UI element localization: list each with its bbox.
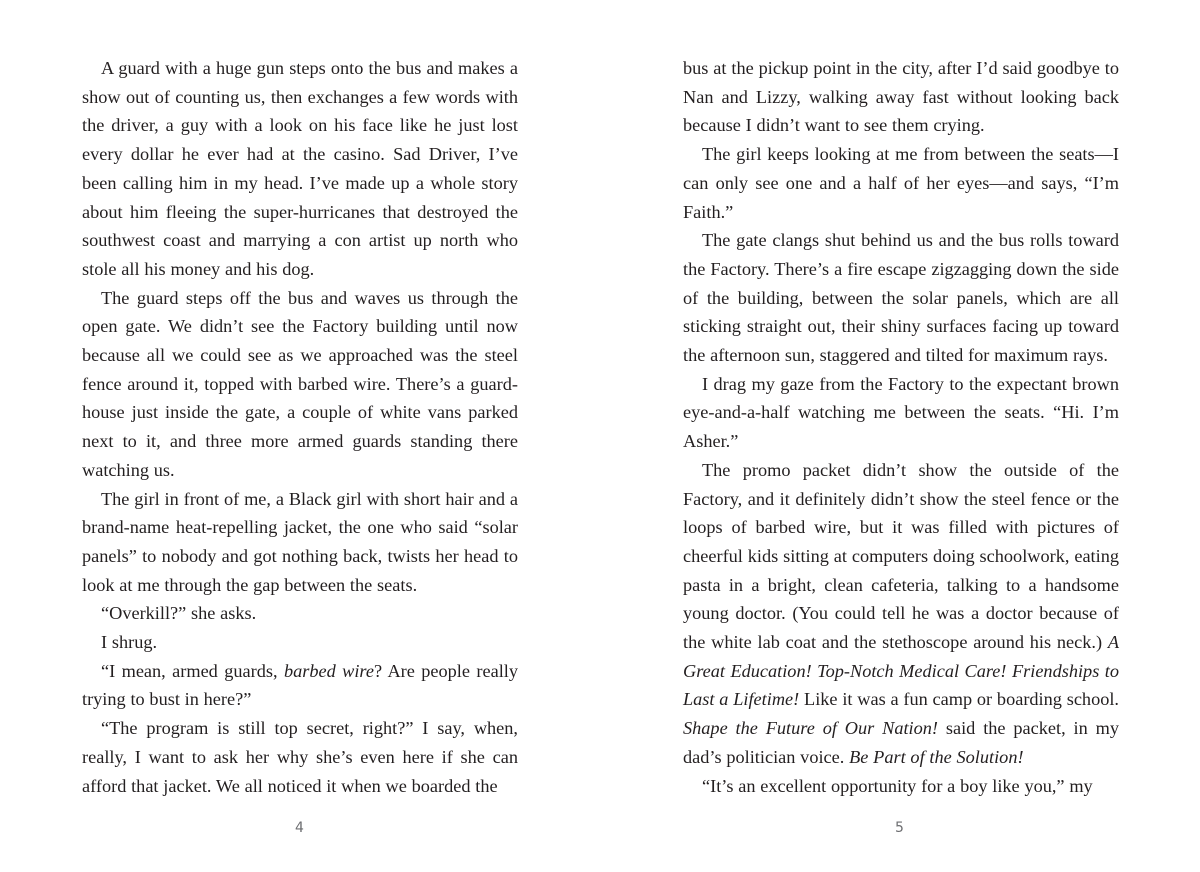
text-segment: “I mean, armed guards, — [101, 660, 284, 681]
paragraph — [82, 284, 518, 485]
paragraph — [82, 599, 518, 628]
text-segment: bus at the pickup point in the city, after I’d said goodbye to Nan and Lizzy, walking away fast without looking back because I didn’t want to see them crying. — [683, 58, 1119, 136]
paragraph — [82, 657, 518, 714]
text-segment: “The program is still top secret, right?” I say, when, really, I want to ask her why she’s even here if she can afford that jacket. We all noticed it when we boarded the — [82, 718, 518, 796]
text-segment: “It’s an excellent opportunity for a boy like you,” my — [702, 775, 1093, 796]
paragraph — [683, 370, 1119, 456]
italic-text: barbed wire — [283, 660, 374, 681]
paragraph — [82, 54, 518, 284]
text-segment: Like it was a fun camp or boarding school. — [799, 689, 1120, 710]
text-segment: said the packet, in my dad’s politician voice. — [683, 718, 1119, 767]
paragraph — [683, 456, 1119, 772]
text-segment: I shrug. — [101, 632, 158, 653]
italic-text: Be Part of the Solution! — [849, 746, 1024, 767]
paragraph — [683, 772, 1119, 801]
page-number-left: 4 — [295, 820, 305, 836]
text-segment: I drag my gaze from the Factory to the expectant brown eye-and-a-half watching me between the seats. “Hi. I’m Asher.” — [683, 373, 1119, 452]
paragraph — [683, 226, 1119, 370]
italic-text: A Great Education! Top-Notch Medical Care! Friendships to Last a Lifetime! — [683, 632, 1119, 710]
left-page — [82, 54, 518, 800]
paragraph — [683, 140, 1119, 226]
text-segment: A guard with a huge gun steps onto the bus and makes a show out of counting us, then exchanges a few words with the driver, a guy with a look on his face like he just lost every dollar he ever had at the casino. Sad Driver, I’ve been calling him in my head. I’ve made up a whole story about him fleeing the super-hurricanes that destroyed the southwest coast and marrying a con artist up north who stole all his money and his dog. — [82, 58, 518, 279]
paragraph — [82, 628, 518, 657]
text-segment: The girl keeps looking at me from between the seats—I can only see one and a half of her eyes—and says, “I’m Faith.” — [683, 144, 1119, 222]
paragraph — [683, 54, 1119, 140]
right-page — [683, 54, 1119, 800]
text-segment: The girl in front of me, a Black girl with short hair and a brand-name heat-repelling jacket, the one who said “solar panels” to nobody and got nothing back, twists her head to look at me through the gap between the seats. — [82, 488, 518, 595]
text-segment: “Overkill?” she asks. — [101, 603, 257, 624]
italic-text: Shape the Future of Our Nation! — [683, 718, 938, 739]
text-segment: ? Are people really trying to bust in here?” — [82, 660, 518, 710]
paragraph — [82, 714, 518, 800]
text-segment: The promo packet didn’t show the outside of the Factory, and it definitely didn’t show the steel fence or the loops of barbed wire, but it was filled with pictures of cheerful kids sitting at computers doing schoolwork, eating pasta in a bright, clean cafeteria, talking to a handsome young doctor. (You could tell he was a doctor because of the white lab coat and the stethoscope around his neck.) — [683, 459, 1119, 653]
text-segment: The gate clangs shut behind us and the bus rolls toward the Factory. There’s a fire escape zigzagging down the side of the building, between the solar panels, which are all sticking straight out, their shiny surfaces facing up toward the afternoon sun, staggered and tilted for maximum rays. — [683, 230, 1119, 366]
paragraph — [82, 485, 518, 600]
text-segment: The guard steps off the bus and waves us through the open gate. We didn’t see the Factory building until now because all we could see as we approached was the steel fence around it, topped with barbed wire. There’s a guardhouse just inside the gate, a couple of white vans parked next to it, and three more armed guards standing there watching us. — [82, 287, 518, 480]
page-number-right: 5 — [895, 820, 905, 836]
